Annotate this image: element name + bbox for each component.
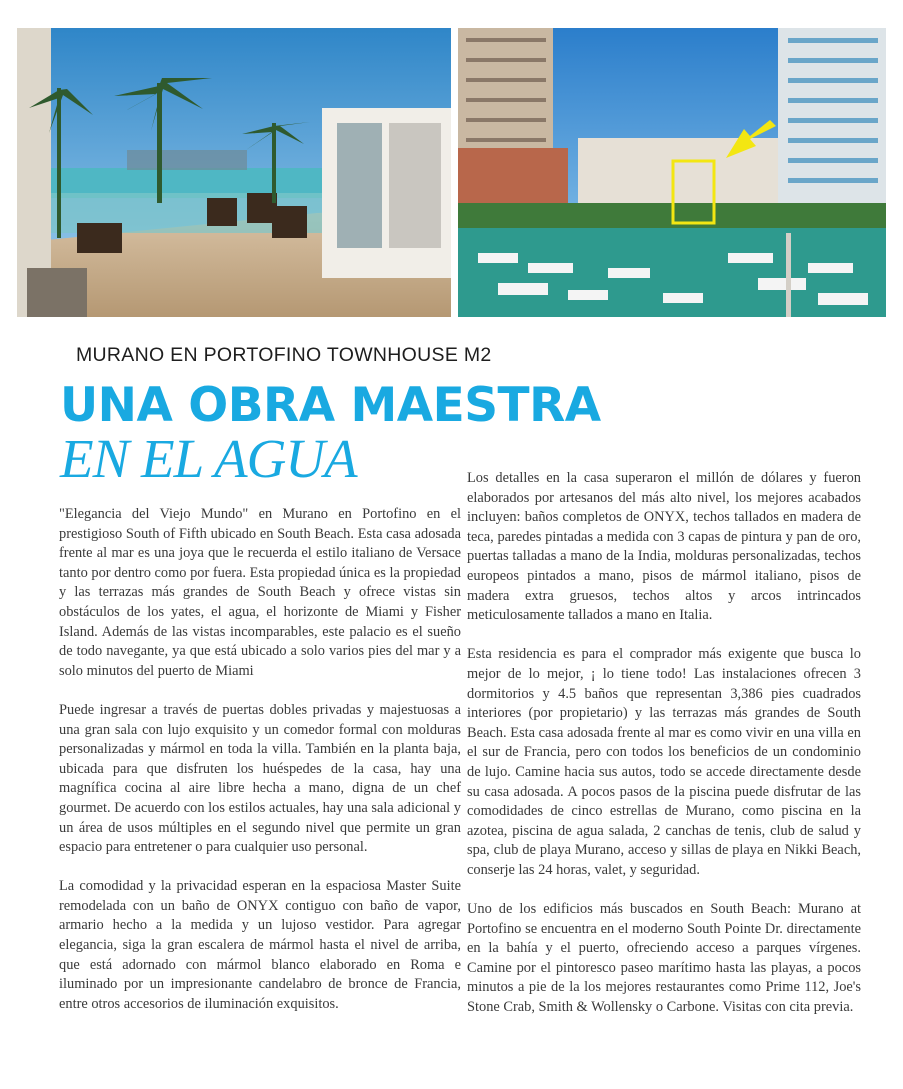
headline-line-2: EN EL AGUA: [60, 428, 357, 489]
marina-photo-illustration: [458, 28, 886, 317]
article-kicker: MURANO EN PORTOFINO TOWNHOUSE M2: [76, 344, 492, 366]
terrace-photo: [17, 28, 451, 317]
paragraph: Esta residencia es para el comprador más exigente que busca lo mejor de lo mejor, ¡ lo tiene todo! Las instalaciones ofrecen 3 dormitorios y 4.5 baños que representan 3,386 pies cuadrados interiores (por propietario) y las terrazas más grandes de South Beach. Esta casa adosada frente al mar es como vivir en una villa en el sur de Francia, pero con todos los beneficios de un condominio de lujo. Camine hacia sus autos, todo se accede directamente desde su casa adosada. A pocos pasos de la piscina puede disfrutar de las comodidades de cinco estrellas de Murano, como piscina en la azotea, piscina de agua salada, 2 canchas de tenis, club de salud y spa, club de playa Murano, acceso y sillas de playa en Nikki Beach, conserje las 24 horas, valet, y seguridad.: [467, 646, 861, 878]
paragraph: Puede ingresar a través de puertas dobles privadas y majestuosas a una gran sala con lujo exquisito y un comedor formal con molduras personalizadas y mármol en toda la villa. También en la planta baja, ubicada para que disfruten los huéspedes de la casa, hay una magnífica cocina al aire libre hecha a mano, digna de un chef gourmet. De acuerdo con los estilos actuales, hay una sala adicional y un área de usos múltiples en el segundo nivel que permite un gran espacio para entretener o para cualquier uso personal.: [59, 701, 461, 856]
paragraph: "Elegancia del Viejo Mundo" en Murano en Portofino en el prestigioso South of Fifth ubicado en South Beach. Esta casa adosada frente al mar es una joya que le recuerda el estilo italiano de Versace tanto por dentro como por fuera. Esta propiedad única es la propiedad y las terrazas más grandes de South Beach y ofrece vistas sin obstáculos de los yates, el agua, el horizonte de Miami y Fisher Island. Además de las vistas incomparables, este palacio es el sueño de todo navegante, ya que está ubicado a solo varios pies del mar y a solo minutos del puerto de Miami: [59, 506, 461, 679]
body-column-left: [59, 505, 461, 1034]
marina-photo: [458, 28, 886, 317]
paragraph: La comodidad y la privacidad esperan en la espaciosa Master Suite remodelada con un baño de ONYX contiguo con baño de vapor, armario hecho a la medida y un lujoso vestidor. Para agregar elegancia, siga la gran escalera de mármol hasta el nivel de arriba, que está adornado con mármol blanco elaborado en Roma e iluminado por un impresionante candelabro de bronce de Francia, entre otros accesorios de iluminación exquisitos.: [59, 878, 461, 1012]
paragraph: Los detalles en la casa superaron el millón de dólares y fueron elaborados por artesanos del más alto nivel, los mejores acabados incluyen: baños completos de ONYX, techos tallados en madera de teca, paredes pintadas a medida con 3 capas de pintura y pan de oro, puertas talladas a mano de la India, molduras personalizadas, techos europeos pintados a mano, pisos de mármol italiano, pisos de madera extra gruesos, techos altos y arcos intrincados meticulosamente tallados a mano en Italia.: [467, 470, 861, 624]
paragraph: Uno de los edificios más buscados en South Beach: Murano at Portofino se encuentra en el moderno South Pointe Dr. directamente en la bahía y el puerto, ofreciendo acceso a parques vírgenes. Camine por el pintoresco paseo marítimo hasta las playas, a pocos minutos a pie de la los mejores restaurantes como Prime 112, Joe's Stone Crab, Smith & Wollensky o Carbone. Visitas con cita previa.: [467, 901, 861, 1016]
terrace-photo-illustration: [17, 28, 451, 317]
body-column-right: [467, 469, 861, 1037]
headline-line-1: UNA OBRA MAESTRA: [60, 378, 601, 433]
